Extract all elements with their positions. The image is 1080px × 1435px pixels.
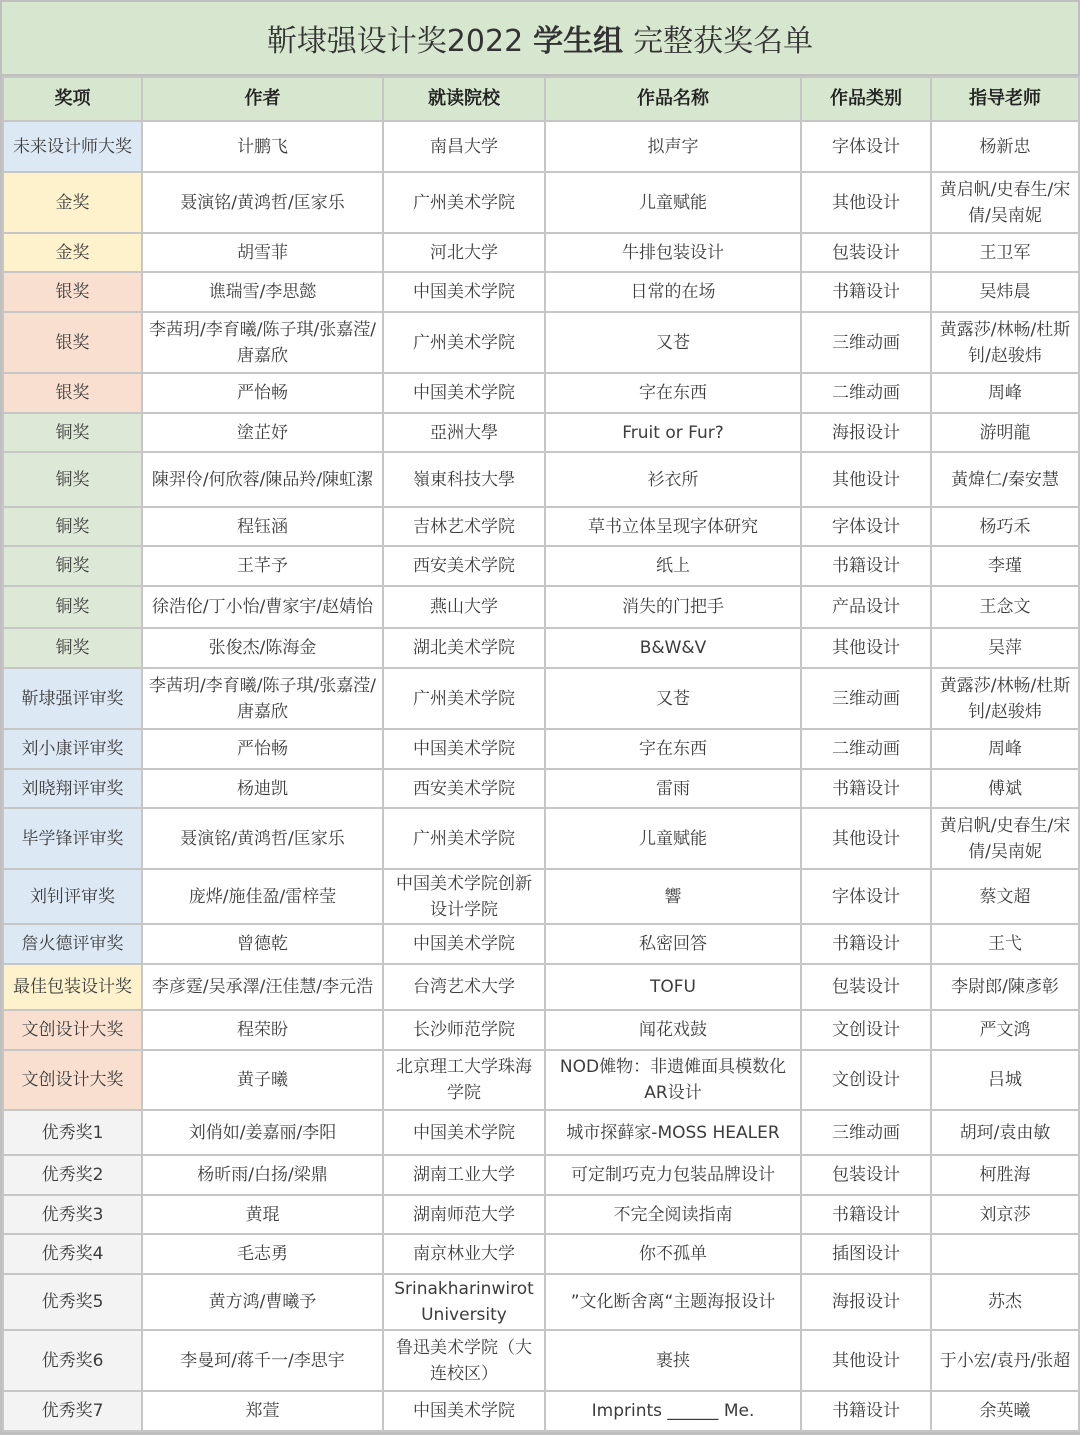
table-row: [3, 413, 1079, 452]
school-cell: 鲁迅美术学院（大连校区）: [383, 1330, 545, 1391]
work-cell: 消失的门把手: [545, 586, 801, 628]
work-cell: 裹挟: [545, 1330, 801, 1391]
teacher-cell: 黄启帆/史春生/宋倩/吴南妮: [931, 172, 1079, 233]
author-cell: 黄方鸿/曹曦予: [142, 1274, 383, 1330]
teacher-cell: 黃煒仁/秦安慧: [931, 452, 1079, 507]
category-cell: 产品设计: [801, 586, 931, 628]
school-cell: 广州美术学院: [383, 172, 545, 233]
title-bold: 学生组: [533, 24, 624, 59]
school-cell: 长沙师范学院: [383, 1010, 545, 1050]
work-cell: 儿童赋能: [545, 808, 801, 869]
author-cell: 黄子曦: [142, 1050, 383, 1110]
teacher-cell: 李尉郎/陳彥彰: [931, 964, 1079, 1010]
category-cell: 文创设计: [801, 1010, 931, 1050]
category-cell: 书籍设计: [801, 272, 931, 312]
table-row: [3, 1195, 1079, 1234]
category-cell: 插图设计: [801, 1234, 931, 1274]
category-cell: 其他设计: [801, 628, 931, 668]
award-cell: 金奖: [3, 172, 142, 233]
category-cell: 字体设计: [801, 121, 931, 172]
teacher-cell: 傅斌: [931, 769, 1079, 808]
award-cell: 银奖: [3, 312, 142, 373]
category-cell: 包装设计: [801, 1155, 931, 1195]
school-cell: 中国美术学院: [383, 924, 545, 964]
category-cell: 字体设计: [801, 507, 931, 546]
category-cell: 文创设计: [801, 1050, 931, 1110]
author-cell: 严怡畅: [142, 729, 383, 769]
teacher-cell: 刘京莎: [931, 1195, 1079, 1234]
teacher-cell: 苏杰: [931, 1274, 1079, 1330]
author-cell: 程荣盼: [142, 1010, 383, 1050]
school-cell: 湖南师范大学: [383, 1195, 545, 1234]
table-row: [3, 507, 1079, 546]
category-cell: 海报设计: [801, 1274, 931, 1330]
award-cell: 银奖: [3, 272, 142, 312]
school-cell: 中国美术学院: [383, 1110, 545, 1155]
author-cell: 胡雪菲: [142, 233, 383, 272]
table-row: [3, 312, 1079, 373]
table-row: [3, 373, 1079, 413]
work-cell: 又苍: [545, 312, 801, 373]
table-row: [3, 1050, 1079, 1110]
author-cell: 陳羿伶/何欣蓉/陳品羚/陳虹潔: [142, 452, 383, 507]
teacher-cell: 王念文: [931, 586, 1079, 628]
award-cell: 优秀奖7: [3, 1391, 142, 1431]
work-cell: 私密回答: [545, 924, 801, 964]
author-cell: 李曼珂/蒋千一/李思宇: [142, 1330, 383, 1391]
school-cell: 河北大学: [383, 233, 545, 272]
table-row: [3, 1330, 1079, 1391]
category-cell: 海报设计: [801, 413, 931, 452]
table-row: [3, 668, 1079, 729]
school-cell: 中国美术学院: [383, 729, 545, 769]
award-cell: 铜奖: [3, 586, 142, 628]
school-cell: Srinakharinwirot University: [383, 1274, 545, 1330]
author-cell: 杨迪凯: [142, 769, 383, 808]
teacher-cell: 李瑾: [931, 546, 1079, 586]
column-header-teacher: 指导老师: [931, 77, 1079, 121]
table-row: [3, 121, 1079, 172]
teacher-cell: 王弋: [931, 924, 1079, 964]
teacher-cell: 严文鸿: [931, 1010, 1079, 1050]
header-row: [3, 77, 1079, 121]
work-cell: 響: [545, 869, 801, 924]
teacher-cell: 游明龍: [931, 413, 1079, 452]
category-cell: 字体设计: [801, 869, 931, 924]
title-suffix: 完整获奖名单: [633, 24, 814, 59]
work-cell: 不完全阅读指南: [545, 1195, 801, 1234]
table-row: [3, 586, 1079, 628]
teacher-cell: 黄露莎/林畅/杜斯钊/赵骏炜: [931, 312, 1079, 373]
teacher-cell: 周峰: [931, 373, 1079, 413]
category-cell: 其他设计: [801, 808, 931, 869]
work-cell: 字在东西: [545, 373, 801, 413]
work-cell: NOD傩物：非遗傩面具模数化AR设计: [545, 1050, 801, 1110]
teacher-cell: 杨巧禾: [931, 507, 1079, 546]
teacher-cell: 黄启帆/史春生/宋倩/吴南妮: [931, 808, 1079, 869]
award-cell: 优秀奖4: [3, 1234, 142, 1274]
work-cell: 字在东西: [545, 729, 801, 769]
school-cell: 西安美术学院: [383, 546, 545, 586]
category-cell: 二维动画: [801, 729, 931, 769]
school-cell: 南昌大学: [383, 121, 545, 172]
column-header-category: 作品类别: [801, 77, 931, 121]
work-cell: 儿童赋能: [545, 172, 801, 233]
author-cell: 黄琨: [142, 1195, 383, 1234]
author-cell: 曾德乾: [142, 924, 383, 964]
school-cell: 燕山大学: [383, 586, 545, 628]
table-row: [3, 1155, 1079, 1195]
work-cell: 草书立体呈现字体研究: [545, 507, 801, 546]
school-cell: 广州美术学院: [383, 312, 545, 373]
table-row: [3, 729, 1079, 769]
work-cell: 拟声字: [545, 121, 801, 172]
award-cell: 詹火德评审奖: [3, 924, 142, 964]
author-cell: 塗芷妤: [142, 413, 383, 452]
award-cell: 铜奖: [3, 628, 142, 668]
award-cell: 毕学锋评审奖: [3, 808, 142, 869]
teacher-cell: 吕城: [931, 1050, 1079, 1110]
award-cell: 铜奖: [3, 507, 142, 546]
teacher-cell: 吴萍: [931, 628, 1079, 668]
teacher-cell: 周峰: [931, 729, 1079, 769]
table-row: [3, 272, 1079, 312]
teacher-cell: 柯胜海: [931, 1155, 1079, 1195]
category-cell: 三维动画: [801, 1110, 931, 1155]
work-cell: 你不孤单: [545, 1234, 801, 1274]
author-cell: 刘俏如/姜嘉丽/李阳: [142, 1110, 383, 1155]
table-row: [3, 1274, 1079, 1330]
award-cell: 刘晓翔评审奖: [3, 769, 142, 808]
author-cell: 计鹏飞: [142, 121, 383, 172]
category-cell: 三维动画: [801, 312, 931, 373]
award-cell: 优秀奖2: [3, 1155, 142, 1195]
work-cell: Fruit or Fur?: [545, 413, 801, 452]
award-cell: 银奖: [3, 373, 142, 413]
work-cell: 闻花戏鼓: [545, 1010, 801, 1050]
table-row: [3, 808, 1079, 869]
author-cell: 聂演铭/黄鸿哲/匡家乐: [142, 808, 383, 869]
school-cell: 西安美术学院: [383, 769, 545, 808]
teacher-cell: [931, 1234, 1079, 1274]
author-cell: 杨昕雨/白扬/梁鼎: [142, 1155, 383, 1195]
school-cell: 中国美术学院: [383, 272, 545, 312]
page-title: [2, 0, 1078, 76]
teacher-cell: 余英曦: [931, 1391, 1079, 1431]
column-header-school: 就读院校: [383, 77, 545, 121]
award-cell: 刘小康评审奖: [3, 729, 142, 769]
table-row: [3, 233, 1079, 272]
table-body: [3, 121, 1079, 1431]
teacher-cell: 于小宏/袁丹/张超: [931, 1330, 1079, 1391]
author-cell: 严怡畅: [142, 373, 383, 413]
table-row: [3, 769, 1079, 808]
work-cell: B&W&V: [545, 628, 801, 668]
title-prefix: 靳埭强设计奖2022: [266, 24, 524, 59]
category-cell: 书籍设计: [801, 1195, 931, 1234]
column-header-author: 作者: [142, 77, 383, 121]
school-cell: 广州美术学院: [383, 808, 545, 869]
column-header-work: 作品名称: [545, 77, 801, 121]
work-cell: Imprints ______ Me.: [545, 1391, 801, 1431]
teacher-cell: 蔡文超: [931, 869, 1079, 924]
teacher-cell: 黄露莎/林畅/杜斯钊/赵骏炜: [931, 668, 1079, 729]
work-cell: 牛排包装设计: [545, 233, 801, 272]
table-row: [3, 924, 1079, 964]
author-cell: 徐浩伦/丁小怡/曹家宇/赵婧怡: [142, 586, 383, 628]
award-cell: 靳埭强评审奖: [3, 668, 142, 729]
school-cell: 广州美术学院: [383, 668, 545, 729]
school-cell: 吉林艺术学院: [383, 507, 545, 546]
category-cell: 书籍设计: [801, 924, 931, 964]
category-cell: 书籍设计: [801, 1391, 931, 1431]
category-cell: 其他设计: [801, 172, 931, 233]
category-cell: 书籍设计: [801, 769, 931, 808]
award-table: [2, 76, 1080, 1432]
work-cell: TOFU: [545, 964, 801, 1010]
award-cell: 优秀奖6: [3, 1330, 142, 1391]
school-cell: 湖南工业大学: [383, 1155, 545, 1195]
award-cell: 铜奖: [3, 452, 142, 507]
work-cell: 又苍: [545, 668, 801, 729]
school-cell: 亞洲大學: [383, 413, 545, 452]
work-cell: 纸上: [545, 546, 801, 586]
teacher-cell: 胡珂/袁由敏: [931, 1110, 1079, 1155]
author-cell: 庞烨/施佳盈/雷梓莹: [142, 869, 383, 924]
table-row: [3, 628, 1079, 668]
table-row: [3, 1010, 1079, 1050]
school-cell: 中国美术学院: [383, 1391, 545, 1431]
category-cell: 三维动画: [801, 668, 931, 729]
work-cell: 可定制巧克力包装品牌设计: [545, 1155, 801, 1195]
award-cell: 铜奖: [3, 413, 142, 452]
award-cell: 未来设计师大奖: [3, 121, 142, 172]
author-cell: 李彦霆/吴承澤/汪佳慧/李元浩: [142, 964, 383, 1010]
award-cell: 金奖: [3, 233, 142, 272]
author-cell: 王芊予: [142, 546, 383, 586]
author-cell: 聂演铭/黄鸿哲/匡家乐: [142, 172, 383, 233]
work-cell: ”文化断舍离“主题海报设计: [545, 1274, 801, 1330]
author-cell: 谯瑞雪/李思懿: [142, 272, 383, 312]
table-row: [3, 1110, 1079, 1155]
column-header-award: 奖项: [3, 77, 142, 121]
author-cell: 毛志勇: [142, 1234, 383, 1274]
table-row: [3, 546, 1079, 586]
school-cell: 嶺東科技大學: [383, 452, 545, 507]
category-cell: 其他设计: [801, 452, 931, 507]
award-cell: 最佳包装设计奖: [3, 964, 142, 1010]
award-cell: 铜奖: [3, 546, 142, 586]
school-cell: 中国美术学院: [383, 373, 545, 413]
table-row: [3, 452, 1079, 507]
award-cell: 优秀奖5: [3, 1274, 142, 1330]
author-cell: 李茜玥/李育曦/陈子琪/张嘉滢/唐嘉欣: [142, 312, 383, 373]
table-row: [3, 964, 1079, 1010]
award-cell: 刘钊评审奖: [3, 869, 142, 924]
work-cell: 雷雨: [545, 769, 801, 808]
category-cell: 书籍设计: [801, 546, 931, 586]
category-cell: 其他设计: [801, 1330, 931, 1391]
author-cell: 程钰涵: [142, 507, 383, 546]
school-cell: 南京林业大学: [383, 1234, 545, 1274]
author-cell: 李茜玥/李育曦/陈子琪/张嘉滢/唐嘉欣: [142, 668, 383, 729]
school-cell: 台湾艺术大学: [383, 964, 545, 1010]
award-cell: 优秀奖1: [3, 1110, 142, 1155]
teacher-cell: 杨新忠: [931, 121, 1079, 172]
school-cell: 湖北美术学院: [383, 628, 545, 668]
table-row: [3, 1234, 1079, 1274]
school-cell: 北京理工大学珠海学院: [383, 1050, 545, 1110]
work-cell: 城市探藓家-MOSS HEALER: [545, 1110, 801, 1155]
category-cell: 二维动画: [801, 373, 931, 413]
teacher-cell: 吴炜晨: [931, 272, 1079, 312]
award-cell: 文创设计大奖: [3, 1010, 142, 1050]
table-row: [3, 172, 1079, 233]
school-cell: 中国美术学院创新设计学院: [383, 869, 545, 924]
teacher-cell: 王卫军: [931, 233, 1079, 272]
work-cell: 日常的在场: [545, 272, 801, 312]
author-cell: 张俊杰/陈海金: [142, 628, 383, 668]
award-cell: 优秀奖3: [3, 1195, 142, 1234]
table-row: [3, 1391, 1079, 1431]
award-cell: 文创设计大奖: [3, 1050, 142, 1110]
table-row: [3, 869, 1079, 924]
work-cell: 衫衣所: [545, 452, 801, 507]
category-cell: 包装设计: [801, 964, 931, 1010]
category-cell: 包装设计: [801, 233, 931, 272]
author-cell: 郑萱: [142, 1391, 383, 1431]
